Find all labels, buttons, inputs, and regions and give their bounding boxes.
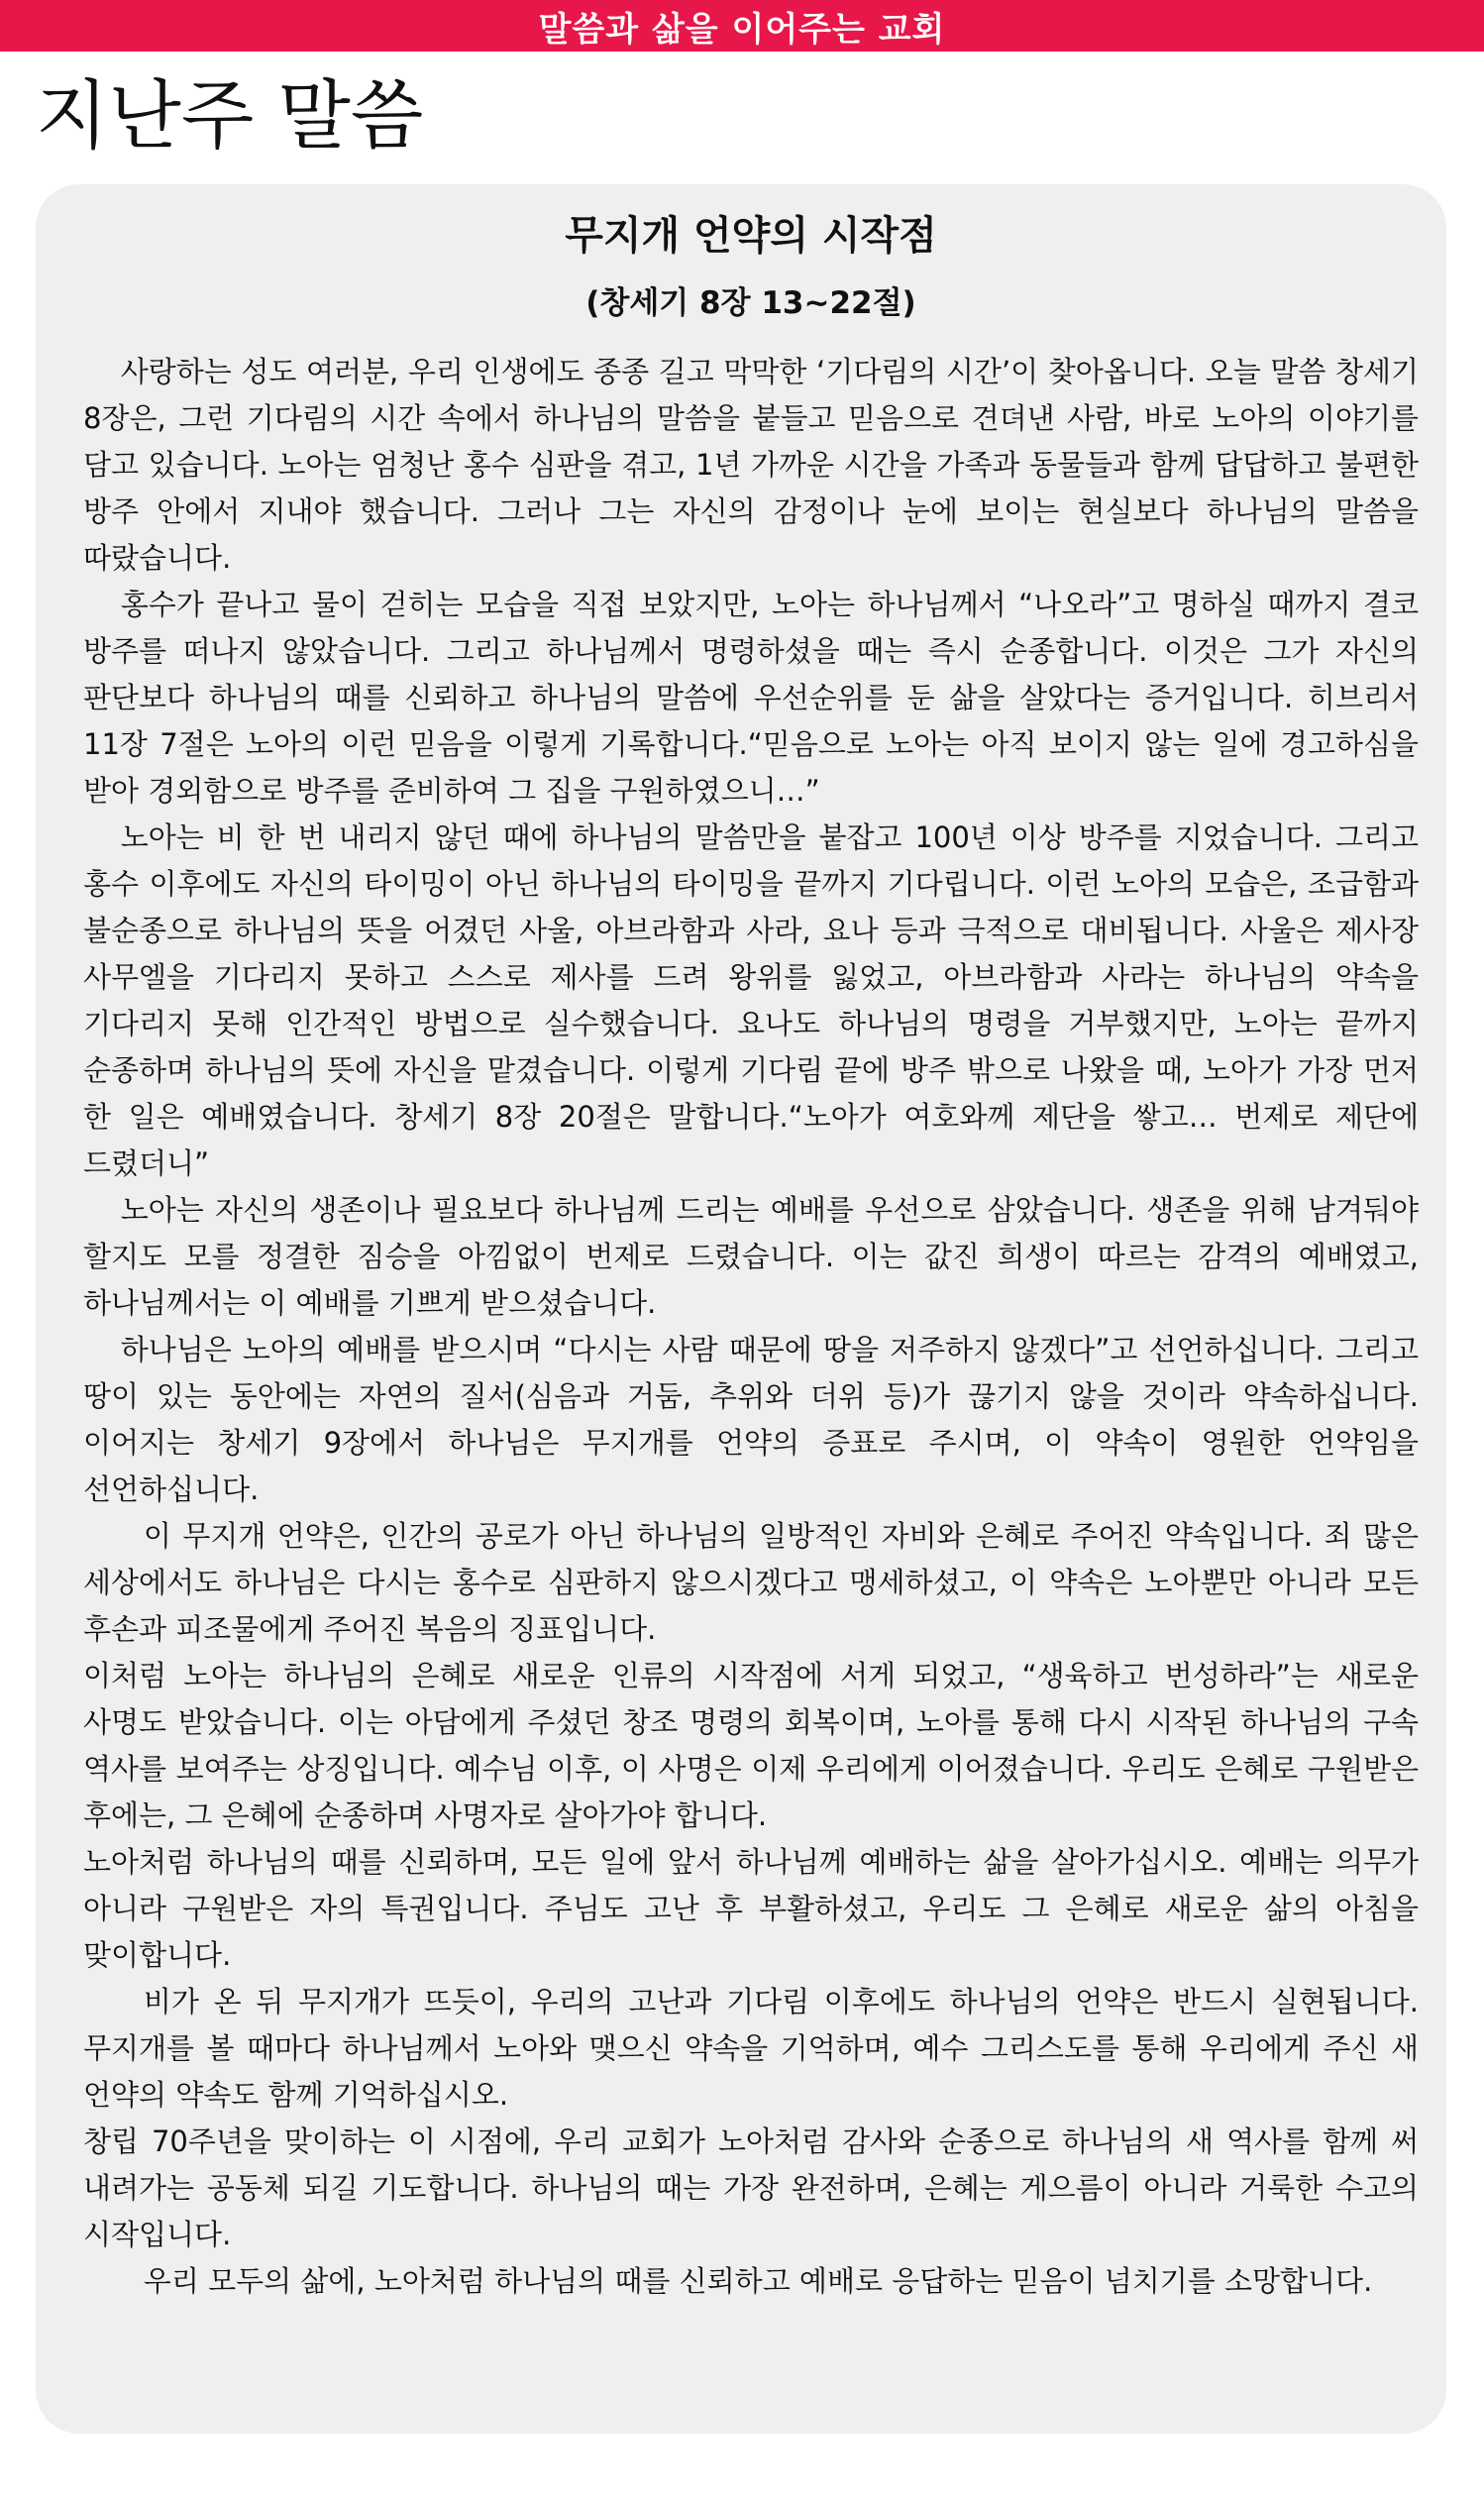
paragraph: 창립 70주년을 맞이하는 이 시점에, 우리 교회가 노아처럼 감사와 순종으로 하나님의 새 역사를 함께 써 내려가는 공동체 되길 기도합니다. 하나님의 때는 가장 완전하며, 은혜는 게으름이 아니라 거룩한 수고의 시작입니다. (83, 2124, 1419, 2251)
paragraph: 이 무지개 언약은, 인간의 공로가 아닌 하나님의 일방적인 자비와 은혜로 주어진 약속입니다. 죄 많은 세상에서도 하나님은 다시는 홍수로 심판하지 않으시겠다고 맹세하셨고, 이 약속은 노아뿐만 아니라 모든 후손과 피조물에게 주어진 복음의 징표입니다. (83, 1519, 1419, 1646)
scripture-reference: (창세기 8장 13~22절) (585, 285, 916, 321)
section-title: 지난주 말씀 (36, 71, 424, 160)
top-banner (0, 0, 1484, 52)
sermon-title: 무지개 언약의 시작점 (565, 213, 937, 259)
sermon-body (83, 349, 1419, 2305)
paragraph: 하나님은 노아의 예배를 받으시며 “다시는 사람 때문에 땅을 저주하지 않겠다”고 선언하십니다. 그리고 땅이 있는 동안에는 자연의 질서(심음과 거둠, 추위와 더위 등)가 끊기지 않을 것이라 약속하십니다. 이어지는 창세기 9장에서 하나님은 무지개를 언약의 증표로 주시며, 이 약속이 영원한 언약임을 선언하십니다. (83, 1333, 1419, 1506)
paragraph: 노아처럼 하나님의 때를 신뢰하며, 모든 일에 앞서 하나님께 예배하는 삶을 살아가십시오. 예배는 의무가 아니라 구원받은 자의 특권입니다. 주님도 고난 후 부활하셨고, 우리도 그 은혜로 새로운 삶의 아침을 맞이합니다. (83, 1845, 1419, 1972)
paragraph: 홍수가 끝나고 물이 걷히는 모습을 직접 보았지만, 노아는 하나님께서 “나오라”고 명하실 때까지 결코 방주를 떠나지 않았습니다. 그리고 하나님께서 명령하셨을 때는 즉시 순종합니다. 이것은 그가 자신의 판단보다 하나님의 때를 신뢰하고 하나님의 말씀에 우선순위를 둔 삶을 살았다는 증거입니다. 히브리서 11장 7절은 노아의 이런 믿음을 이렇게 기록합니다.“믿음으로 노아는 아직 보이지 않는 일에 경고하심을 받아 경외함으로 방주를 준비하여 그 집을 구원하였으니…” (83, 588, 1419, 808)
paragraph: 우리 모두의 삶에, 노아처럼 하나님의 때를 신뢰하고 예배로 응답하는 믿음이 넘치기를 소망합니다. (143, 2264, 1373, 2298)
paragraph: 노아는 자신의 생존이나 필요보다 하나님께 드리는 예배를 우선으로 삼았습니다. 생존을 위해 남겨둬야 할지도 모를 정결한 짐승을 아낌없이 번제로 드렸습니다. 이는 값진 희생이 따르는 감격의 예배였고, 하나님께서는 이 예배를 기쁘게 받으셨습니다. (83, 1193, 1419, 1320)
paragraph: 사랑하는 성도 여러분, 우리 인생에도 종종 길고 막막한 ‘기다림의 시간’이 찾아옵니다. 오늘 말씀 창세기 8장은, 그런 기다림의 시간 속에서 하나님의 말씀을 붙들고 믿음으로 견뎌낸 사람, 바로 노아의 이야기를 담고 있습니다. 노아는 엄청난 홍수 심판을 겪고, 1년 가까운 시간을 가족과 동물들과 함께 답답하고 불편한 방주 안에서 지내야 했습니다. 그러나 그는 자신의 감정이나 눈에 보이는 현실보다 하나님의 말씀을 따랐습니다. (83, 355, 1419, 575)
banner-text: 말씀과 삶을 이어주는 교회 (538, 9, 946, 50)
paragraph: 비가 온 뒤 무지개가 뜨듯이, 우리의 고난과 기다림 이후에도 하나님의 언약은 반드시 실현됩니다. 무지개를 볼 때마다 하나님께서 노아와 맺으신 약속을 기억하며, 예수 그리스도를 통해 우리에게 주신 새 언약의 약속도 함께 기억하십시오. (83, 1985, 1419, 2112)
sermon-card (36, 184, 1446, 2434)
paragraph: 이처럼 노아는 하나님의 은혜로 새로운 인류의 시작점에 서게 되었고, “생육하고 번성하라”는 새로운 사명도 받았습니다. 이는 아담에게 주셨던 창조 명령의 회복이며, 노아를 통해 다시 시작된 하나님의 구속 역사를 보여주는 상징입니다. 예수님 이후, 이 사명은 이제 우리에게 이어졌습니다. 우리도 은혜로 구원받은 후에는, 그 은혜에 순종하며 사명자로 살아가야 합니다. (83, 1659, 1419, 1832)
paragraph: 노아는 비 한 번 내리지 않던 때에 하나님의 말씀만을 붙잡고 100년 이상 방주를 지었습니다. 그리고 홍수 이후에도 자신의 타이밍이 아닌 하나님의 타이밍을 끝까지 기다립니다. 이런 노아의 모습은, 조급함과 불순종으로 하나님의 뜻을 어겼던 사울, 아브라함과 사라, 요나 등과 극적으로 대비됩니다. 사울은 제사장 사무엘을 기다리지 못하고 스스로 제사를 드려 왕위를 잃었고, 아브라함과 사라는 하나님의 약속을 기다리지 못해 인간적인 방법으로 실수했습니다. 요나도 하나님의 명령을 거부했지만, 노아는 끝까지 순종하며 하나님의 뜻에 자신을 맡겼습니다. 이렇게 기다림 끝에 방주 밖으로 나왔을 때, 노아가 가장 먼저 한 일은 예배였습니다. 창세기 8장 20절은 말합니다.“노아가 여호와께 제단을 쌓고… 번제로 제단에 드렸더니” (83, 820, 1419, 1180)
